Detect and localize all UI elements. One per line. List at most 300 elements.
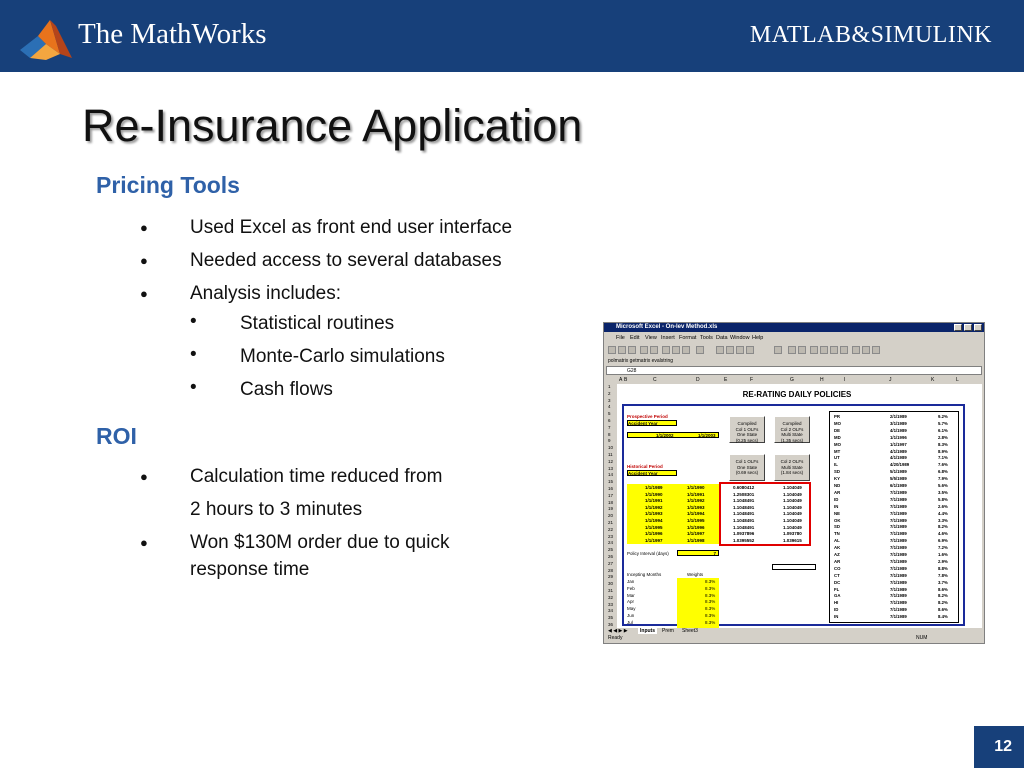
historical-cell[interactable]: 1.104049 — [783, 498, 802, 504]
historical-cell[interactable]: 1.039615 — [783, 537, 802, 543]
accident-year-label: Accident Year — [627, 420, 677, 426]
row-header[interactable]: 22 — [608, 526, 614, 532]
historical-dates-column — [627, 484, 719, 544]
bullet-dot: ● — [140, 286, 148, 301]
brand-logo: MATLAB&SIMULINK — [749, 22, 992, 48]
state-cell[interactable]: AZ — [834, 552, 840, 557]
menu-tools[interactable]: Tools — [700, 335, 713, 341]
state-cell[interactable]: MT — [834, 448, 841, 454]
state-cell[interactable]: DC — [834, 579, 841, 585]
column-header[interactable]: A — [619, 377, 623, 383]
state-cell[interactable]: KY — [834, 476, 840, 482]
state-cell[interactable]: 7.2% — [938, 545, 948, 551]
paste-icon[interactable] — [682, 346, 690, 354]
logo-text: The MathWorks — [78, 18, 267, 50]
historical-cell[interactable]: 1.1048491 — [733, 511, 755, 517]
state-cell[interactable]: 7.8% — [938, 572, 948, 578]
state-row — [830, 607, 960, 614]
menu-data[interactable]: Data — [716, 335, 728, 341]
state-cell[interactable]: MO — [834, 441, 841, 447]
preview-icon[interactable] — [650, 346, 658, 354]
bullet-text-continued: 2 hours to 3 minutes — [190, 499, 363, 520]
historical-cell[interactable]: 1.104049 — [783, 518, 802, 523]
state-cell[interactable]: 7/1/1989 — [890, 496, 907, 502]
state-row — [830, 469, 960, 476]
state-cell[interactable]: HI — [834, 600, 839, 606]
policy-interval-label: Policy Interval (days) — [627, 551, 669, 556]
state-cell[interactable]: 5.6% — [938, 483, 948, 488]
weight-cell[interactable]: 8.3% — [705, 592, 716, 598]
column-header[interactable]: E — [724, 377, 728, 383]
state-cell[interactable]: 8.2% — [938, 600, 948, 606]
historical-cell[interactable]: 1/1/1994 — [645, 518, 663, 523]
row-header[interactable]: 5 — [608, 411, 611, 417]
bullet-dot: ● — [140, 220, 148, 235]
state-row — [830, 552, 960, 559]
weights-label: Weights — [687, 572, 704, 577]
state-row — [830, 490, 960, 497]
state-cell[interactable]: AL — [834, 538, 840, 544]
state-cell[interactable]: 7.9% — [938, 476, 948, 482]
bullet-text: Analysis includes: — [190, 283, 342, 304]
historical-cell[interactable]: 1/1/1992 — [645, 504, 663, 510]
state-cell[interactable]: MD — [834, 434, 841, 440]
row-header[interactable]: 9 — [608, 438, 611, 444]
state-cell[interactable]: MO — [834, 420, 841, 426]
state-cell[interactable]: FL — [834, 586, 840, 592]
state-cell[interactable]: 1/1/1997 — [890, 441, 907, 447]
state-cell[interactable]: AR — [834, 558, 841, 564]
font-size-icon[interactable] — [774, 346, 782, 354]
historical-cell[interactable]: 1/1/1990 — [645, 491, 663, 497]
state-row — [830, 435, 960, 442]
state-row — [830, 511, 960, 518]
historical-cell[interactable]: 1/1/1989 — [645, 485, 663, 490]
historical-cell[interactable]: 1/1/1990 — [687, 485, 705, 490]
selected-cell[interactable] — [772, 564, 816, 570]
state-row — [830, 614, 960, 621]
state-cell[interactable]: OK — [834, 517, 841, 523]
state-row — [830, 476, 960, 483]
weight-cell[interactable]: 8.3% — [705, 579, 716, 584]
state-cell[interactable]: 5.8% — [938, 496, 948, 502]
policy-interval-value[interactable]: 7 — [677, 550, 719, 556]
sub-bullet-text: Monte-Carlo simulations — [240, 346, 445, 367]
state-cell[interactable]: GA — [834, 593, 841, 599]
month-cell[interactable]: May — [627, 606, 636, 612]
row-header[interactable]: 34 — [608, 608, 614, 614]
historical-cell[interactable]: 1/1/1995 — [645, 524, 663, 530]
state-cell[interactable]: AR — [834, 489, 841, 495]
state-cell[interactable]: CO — [834, 565, 841, 571]
state-cell[interactable]: 5.7% — [938, 420, 948, 426]
state-cell[interactable]: IL — [834, 462, 838, 468]
historical-cell[interactable]: 1.0395552 — [733, 537, 755, 543]
align-left-icon[interactable] — [810, 346, 818, 354]
weight-cell[interactable]: 8.3% — [705, 606, 716, 612]
state-cell[interactable]: DE — [834, 427, 840, 433]
historical-cell[interactable]: 1.104049 — [783, 524, 802, 530]
merge-icon[interactable] — [840, 346, 848, 354]
state-cell[interactable]: 5/1/1989 — [890, 469, 907, 475]
month-cell[interactable]: Jan — [627, 579, 635, 584]
row-header[interactable]: 16 — [608, 486, 614, 491]
state-row — [830, 414, 960, 421]
historical-cell[interactable]: 1/1/1996 — [687, 524, 705, 530]
page-number-box — [974, 726, 1024, 768]
state-row — [830, 442, 960, 449]
undo-icon[interactable] — [696, 346, 704, 354]
state-cell[interactable]: 9.2% — [938, 414, 948, 419]
tab-scroll-icon[interactable]: ◀ ◀ ▶ ▶ — [608, 628, 628, 634]
incepting-months-label: Incepting Months — [627, 572, 662, 577]
compiled-col2-button[interactable]: Compiled Col 2 OLFs Multi State (1.35 secs) — [774, 416, 810, 443]
historical-cell[interactable]: 1/1/1994 — [687, 511, 705, 517]
state-cell[interactable]: 7/1/1989 — [890, 558, 907, 564]
column-header[interactable]: H — [820, 377, 824, 383]
column-header[interactable]: D — [696, 377, 700, 383]
row-header[interactable]: 12 — [608, 458, 614, 464]
state-cell[interactable]: 3/1/1989 — [890, 420, 907, 426]
historical-cell[interactable]: 1/1/1991 — [687, 491, 705, 497]
column-header[interactable]: L — [956, 377, 959, 383]
roi-heading: ROI — [96, 423, 137, 449]
bullet-dot: ● — [140, 253, 148, 268]
historical-cell[interactable]: 1.1048491 — [733, 524, 755, 530]
state-cell[interactable]: IN — [834, 614, 839, 620]
column-header[interactable]: B — [624, 377, 628, 383]
historical-cell[interactable]: 1/1/1991 — [645, 498, 663, 504]
state-row — [830, 455, 960, 462]
sum-icon[interactable] — [716, 346, 724, 354]
row-header[interactable]: 27 — [608, 560, 614, 566]
state-cell[interactable]: 6.1% — [938, 427, 948, 433]
row-header[interactable]: 19 — [608, 506, 614, 512]
column-header[interactable]: C — [653, 377, 657, 383]
state-cell[interactable]: 1/1/1996 — [890, 434, 907, 440]
month-cell[interactable]: Apr — [627, 599, 635, 605]
row-header[interactable]: 15 — [608, 479, 614, 485]
open-icon[interactable] — [618, 346, 626, 354]
spreadsheet-grid[interactable] — [617, 384, 982, 628]
tab-sheet3[interactable]: Sheet3 — [682, 628, 698, 634]
state-cell[interactable]: 8.2% — [938, 593, 948, 599]
tab-prem[interactable]: Prem — [662, 628, 674, 634]
historical-cell[interactable]: 1/1/1997 — [687, 531, 705, 537]
print-icon[interactable] — [640, 346, 648, 354]
row-header[interactable]: 10 — [608, 445, 614, 451]
state-cell[interactable]: 4/1/1989 — [890, 448, 907, 454]
menu-edit[interactable]: Edit — [630, 335, 640, 341]
column-header[interactable]: J — [889, 377, 892, 383]
row-header[interactable]: 33 — [608, 601, 614, 607]
bullet-dot: ● — [140, 535, 148, 550]
col1-olfs-button[interactable]: Col 1 OLFs One State (0.69 secs) — [729, 454, 765, 481]
state-cell[interactable]: 7/1/1989 — [890, 531, 907, 537]
bullet-text: Calculation time reduced from — [190, 466, 443, 487]
state-cell[interactable]: 8.8% — [938, 565, 948, 571]
excel-window-title: Microsoft Excel - On-lev Method.xls — [616, 324, 718, 330]
state-cell[interactable]: 7/1/1989 — [890, 552, 907, 557]
align-center-icon[interactable] — [820, 346, 828, 354]
month-cell[interactable]: Mar — [627, 592, 635, 598]
weight-cell[interactable]: 8.3% — [705, 585, 716, 591]
menu-help[interactable]: Help — [752, 335, 764, 341]
row-header[interactable]: 3 — [608, 397, 611, 403]
tab-inputs[interactable]: Inputs — [640, 628, 655, 634]
state-cell[interactable]: 8.4% — [938, 614, 948, 620]
state-cell[interactable]: 7/1/1989 — [890, 593, 907, 599]
column-header[interactable]: F — [750, 377, 754, 383]
fill-color-icon[interactable] — [862, 346, 870, 354]
slide-title: Re-Insurance Application — [82, 100, 583, 151]
state-cell[interactable]: 2.6% — [938, 503, 948, 509]
underline-icon[interactable] — [798, 346, 806, 354]
state-cell[interactable]: UT — [834, 455, 840, 461]
custom-toolbar[interactable]: polmatrix getmatrix evalstring — [608, 358, 674, 364]
row-header[interactable]: 4 — [608, 404, 611, 410]
state-row — [830, 462, 960, 469]
row-header[interactable]: 28 — [608, 567, 614, 573]
state-cell[interactable]: AK — [834, 545, 841, 551]
state-cell[interactable]: 6.9% — [938, 538, 948, 544]
month-cell[interactable]: Jul — [627, 619, 633, 625]
row-header[interactable]: 23 — [608, 533, 614, 539]
name-box[interactable] — [606, 366, 982, 375]
menu-view[interactable]: View — [645, 335, 657, 341]
state-cell[interactable]: 7/1/1989 — [890, 586, 907, 592]
col2-olfs-button[interactable]: Col 2 OLFs Multi State (1.84 secs) — [774, 454, 810, 481]
historical-cell[interactable]: 1.2508301 — [733, 491, 755, 497]
state-cell[interactable]: 7/1/1989 — [890, 503, 907, 509]
historical-cell[interactable]: 1.104049 — [783, 491, 802, 497]
copy-icon[interactable] — [672, 346, 680, 354]
compiled-col1-button[interactable]: Compiled Col 1 OLFs One State (0.25 secs) — [729, 416, 765, 443]
state-row — [830, 559, 960, 566]
state-cell[interactable]: 7.6% — [938, 462, 948, 468]
state-row — [830, 545, 960, 552]
cell-reference: G28 — [627, 368, 637, 374]
month-cell[interactable]: Jun — [627, 613, 635, 618]
state-cell[interactable]: 7/1/1989 — [890, 538, 907, 544]
state-row — [830, 600, 960, 607]
row-header[interactable]: 7 — [608, 424, 611, 430]
column-header[interactable]: G — [790, 377, 794, 383]
menu-format[interactable]: Format — [679, 335, 697, 341]
excel-toolbar — [606, 344, 982, 356]
historical-cell[interactable]: 1/1/1995 — [687, 518, 705, 523]
state-row — [830, 531, 960, 538]
state-cell[interactable]: 1.6% — [938, 552, 948, 557]
help-icon[interactable] — [746, 346, 754, 354]
state-row — [830, 428, 960, 435]
historical-cell[interactable]: 1.1048491 — [733, 504, 755, 510]
state-cell[interactable]: 4/1/1989 — [890, 455, 907, 461]
row-header[interactable]: 24 — [608, 540, 614, 546]
close-icon[interactable] — [974, 324, 982, 331]
row-header[interactable]: 30 — [608, 581, 614, 587]
row-header[interactable]: 17 — [608, 492, 614, 498]
historical-cell[interactable]: 1.104049 — [783, 511, 802, 517]
historical-cell[interactable]: 1.1048491 — [733, 498, 755, 504]
historical-cell[interactable]: 1.093780 — [783, 531, 802, 537]
row-header[interactable]: 11 — [608, 452, 613, 457]
bullet-text: Won $130M order due to quick — [190, 532, 450, 553]
maximize-icon[interactable] — [964, 324, 972, 331]
bullet-text-continued: response time — [190, 559, 310, 580]
row-header[interactable]: 13 — [608, 465, 614, 471]
row-header[interactable]: 2 — [608, 390, 611, 396]
state-cell[interactable]: PR — [834, 414, 840, 419]
row-header[interactable]: 21 — [608, 520, 614, 525]
state-cell[interactable]: 8.6% — [938, 586, 948, 592]
weight-cell[interactable]: 8.3% — [705, 613, 716, 618]
historical-cell[interactable]: 1/1/1993 — [687, 504, 705, 510]
state-cell[interactable]: CT — [834, 572, 840, 578]
state-row — [830, 449, 960, 456]
state-cell[interactable]: 6/1/1989 — [890, 483, 907, 488]
state-cell[interactable]: 7/1/1989 — [890, 614, 907, 620]
excel-title-bar — [604, 323, 984, 332]
historical-cell[interactable]: 1/1/1998 — [687, 537, 705, 543]
state-cell[interactable]: SD — [834, 469, 840, 475]
state-cell[interactable]: 4.6% — [938, 531, 948, 537]
sub-bullet-text: Cash flows — [240, 379, 333, 400]
historical-period-label: Historical Period — [627, 464, 663, 469]
prospective-dates[interactable]: 1/1/2002 1/1/2003 — [627, 432, 719, 438]
state-row — [830, 504, 960, 511]
historical-cell[interactable]: 1.104049 — [783, 504, 802, 510]
state-cell[interactable]: 2.8% — [938, 434, 948, 440]
state-cell[interactable]: 7/1/1989 — [890, 579, 907, 585]
weight-cell[interactable]: 8.3% — [705, 619, 716, 625]
state-cell[interactable]: 6.8% — [938, 469, 948, 475]
sheet-heading: RE-RATING DAILY POLICIES — [742, 390, 852, 399]
sub-bullet-dot: • — [190, 377, 197, 398]
state-cell[interactable]: ID — [834, 496, 839, 502]
state-cell[interactable]: 7/1/1989 — [890, 607, 907, 613]
historical-cell[interactable]: 1/1/1997 — [645, 537, 663, 543]
row-header[interactable]: 29 — [608, 574, 614, 580]
state-cell[interactable]: 4.4% — [938, 510, 948, 516]
sheet-tabs — [606, 628, 982, 635]
state-cell[interactable]: 7/1/1989 — [890, 510, 907, 516]
state-cell[interactable]: 4/1/1989 — [890, 427, 907, 433]
page-number: 12 — [994, 738, 1012, 755]
state-cell[interactable]: 7/1/1989 — [890, 572, 907, 578]
state-cell[interactable]: 7/1/1989 — [890, 489, 907, 495]
menu-file[interactable]: File — [616, 335, 625, 341]
state-cell[interactable]: 7/1/1989 — [890, 517, 907, 523]
state-cell[interactable]: 5/5/1989 — [890, 476, 907, 482]
state-row — [830, 587, 960, 594]
row-header[interactable]: 32 — [608, 594, 614, 600]
state-cell[interactable]: NE — [834, 510, 840, 516]
row-header[interactable]: 14 — [608, 472, 614, 478]
historical-cell[interactable]: 1.0937896 — [733, 531, 755, 537]
row-header[interactable]: 20 — [608, 513, 614, 519]
state-cell[interactable]: 7/1/1989 — [890, 524, 907, 530]
month-cell[interactable]: Feb — [627, 585, 635, 591]
state-cell[interactable]: 3.5% — [938, 489, 948, 495]
row-header[interactable]: 26 — [608, 554, 614, 559]
pricing-tools-heading: Pricing Tools — [96, 172, 240, 198]
state-cell[interactable]: ND — [834, 483, 841, 488]
prospective-period-label: Prospective Period — [627, 414, 668, 419]
status-ready: Ready — [608, 635, 623, 641]
sub-bullet-text: Statistical routines — [240, 313, 395, 334]
historical-cell[interactable]: 1/1/1996 — [645, 531, 663, 537]
weight-cell[interactable]: 8.3% — [705, 599, 716, 605]
state-cell[interactable]: 7/1/1989 — [890, 565, 907, 571]
align-right-icon[interactable] — [830, 346, 838, 354]
state-cell[interactable]: ID — [834, 607, 839, 613]
state-cell[interactable]: IN — [834, 503, 839, 509]
row-header[interactable]: 36 — [608, 622, 614, 627]
font-color-icon[interactable] — [872, 346, 880, 354]
state-row — [830, 580, 960, 587]
row-header[interactable]: 31 — [608, 588, 614, 593]
state-cell[interactable]: 2.9% — [938, 558, 948, 564]
menu-insert[interactable]: Insert — [661, 335, 675, 341]
state-row — [830, 421, 960, 428]
state-cell[interactable]: 8.9% — [938, 448, 948, 454]
state-cell[interactable]: 2/1/1989 — [890, 414, 907, 419]
state-cell[interactable]: 8.3% — [938, 441, 948, 447]
menu-window[interactable]: Window — [730, 335, 750, 341]
state-cell[interactable]: 7/1/1989 — [890, 600, 907, 606]
state-cell[interactable]: 8.6% — [938, 607, 948, 613]
row-header[interactable]: 35 — [608, 615, 614, 621]
new-icon[interactable] — [608, 346, 616, 354]
accident-year-label: Accident Year — [627, 470, 677, 476]
sort-icon[interactable] — [726, 346, 734, 354]
state-row — [830, 518, 960, 525]
row-header[interactable]: 1 — [608, 384, 611, 389]
historical-cell[interactable]: 1/1/1993 — [645, 511, 663, 517]
state-cell[interactable]: TN — [834, 531, 840, 537]
mathworks-logo-icon — [16, 14, 76, 62]
bold-icon[interactable] — [788, 346, 796, 354]
state-cell[interactable]: 7/1/1989 — [890, 545, 907, 551]
historical-cell[interactable]: 1.1048491 — [733, 518, 755, 523]
state-cell[interactable]: 3.3% — [938, 517, 948, 523]
column-header[interactable]: I — [844, 377, 846, 383]
row-header[interactable]: 18 — [608, 499, 614, 505]
column-header[interactable]: K — [931, 377, 935, 383]
state-cell[interactable]: 7.1% — [938, 455, 948, 461]
historical-cell[interactable]: 0.6080412 — [733, 485, 755, 490]
state-cell[interactable]: SD — [834, 524, 840, 530]
row-header[interactable]: 6 — [608, 418, 611, 423]
chart-icon[interactable] — [736, 346, 744, 354]
state-row — [830, 497, 960, 504]
percent-icon[interactable] — [852, 346, 860, 354]
historical-cell[interactable]: 1/1/1992 — [687, 498, 705, 504]
cut-icon[interactable] — [662, 346, 670, 354]
minimize-icon[interactable] — [954, 324, 962, 331]
row-header[interactable]: 25 — [608, 547, 614, 553]
row-header[interactable]: 8 — [608, 431, 611, 437]
state-cell[interactable]: 8.2% — [938, 524, 948, 530]
state-cell[interactable]: 3.7% — [938, 579, 948, 585]
historical-cell[interactable]: 1.104049 — [783, 485, 802, 490]
state-row — [830, 483, 960, 490]
state-cell[interactable]: 4/20/1989 — [890, 462, 910, 468]
state-row — [830, 573, 960, 580]
status-num: NUM — [916, 635, 928, 641]
save-icon[interactable] — [628, 346, 636, 354]
